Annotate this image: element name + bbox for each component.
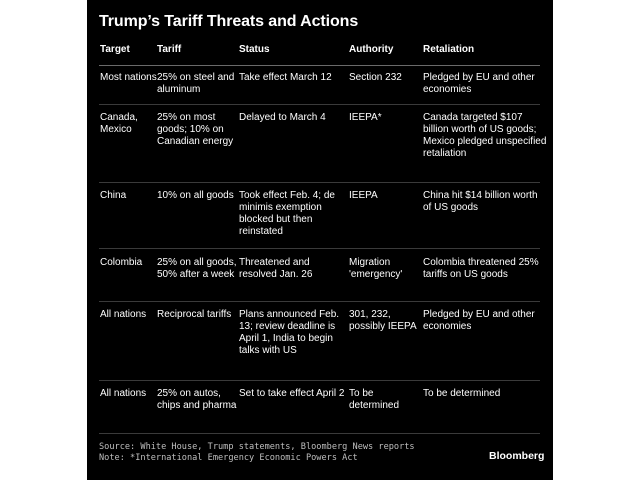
cell-authority: Migration 'emergency' <box>349 257 403 280</box>
cell-authority: To be determined <box>349 388 400 411</box>
cell-tariff: 25% on steel and aluminum <box>157 72 235 95</box>
column-header-tariff: Tariff <box>157 44 182 55</box>
cell-retaliation: China hit $14 billion worth of US goods <box>423 190 538 213</box>
cell-target: Most nations <box>100 72 157 83</box>
cell-status: Threatened and resolved Jan. 26 <box>239 257 313 280</box>
brand-logo: Bloomberg <box>489 450 545 462</box>
column-header-target: Target <box>100 44 130 55</box>
cell-authority: IEEPA <box>349 190 378 201</box>
tariff-table-graphic <box>87 0 553 480</box>
row-divider <box>99 380 540 381</box>
cell-status: Plans announced Feb. 13; review deadline is April 1, India to begin talks with US <box>239 309 340 356</box>
abbreviation-note: Note: *International Emergency Economic Powers Act <box>99 453 358 463</box>
cell-status: Delayed to March 4 <box>239 112 326 123</box>
cell-retaliation: Canada targeted $107 billion worth of US goods; Mexico pledged unspecified retaliation <box>423 112 547 159</box>
cell-retaliation: Pledged by EU and other economies <box>423 72 535 95</box>
cell-target: Colombia <box>100 257 143 268</box>
column-header-status: Status <box>239 44 270 55</box>
cell-authority: Section 232 <box>349 72 402 83</box>
cell-tariff: Reciprocal tariffs <box>157 309 232 320</box>
row-divider <box>99 182 540 183</box>
header-divider <box>99 65 540 66</box>
row-divider <box>99 248 540 249</box>
row-divider <box>99 104 540 105</box>
cell-retaliation: Pledged by EU and other economies <box>423 309 535 332</box>
cell-status: Set to take effect April 2 <box>239 388 345 399</box>
cell-tariff: 25% on most goods; 10% on Canadian energy <box>157 112 234 147</box>
source-note: Source: White House, Trump statements, Bloomberg News reports <box>99 442 415 452</box>
cell-status: Take effect March 12 <box>239 72 332 83</box>
column-header-retaliation: Retaliation <box>423 44 475 55</box>
cell-retaliation: To be determined <box>423 388 501 399</box>
cell-tariff: 25% on autos, chips and pharma <box>157 388 237 411</box>
cell-target: Canada, Mexico <box>100 112 138 135</box>
table-header-row <box>87 44 553 60</box>
footnotes <box>99 442 415 464</box>
row-divider <box>99 433 540 434</box>
cell-tariff: 10% on all goods <box>157 190 234 201</box>
cell-authority: 301, 232, possibly IEEPA <box>349 309 417 332</box>
cell-target: All nations <box>100 388 147 399</box>
cell-authority: IEEPA* <box>349 112 382 123</box>
cell-retaliation: Colombia threatened 25% tariffs on US goods <box>423 257 539 280</box>
cell-target: All nations <box>100 309 147 320</box>
table-title: Trump’s Tariff Threats and Actions <box>99 13 359 30</box>
cell-tariff: 25% on all goods, 50% after a week <box>157 257 237 280</box>
cell-status: Took effect Feb. 4; de minimis exemption blocked but then reinstated <box>239 190 335 237</box>
column-header-authority: Authority <box>349 44 394 55</box>
row-divider <box>99 301 540 302</box>
cell-target: China <box>100 190 127 201</box>
